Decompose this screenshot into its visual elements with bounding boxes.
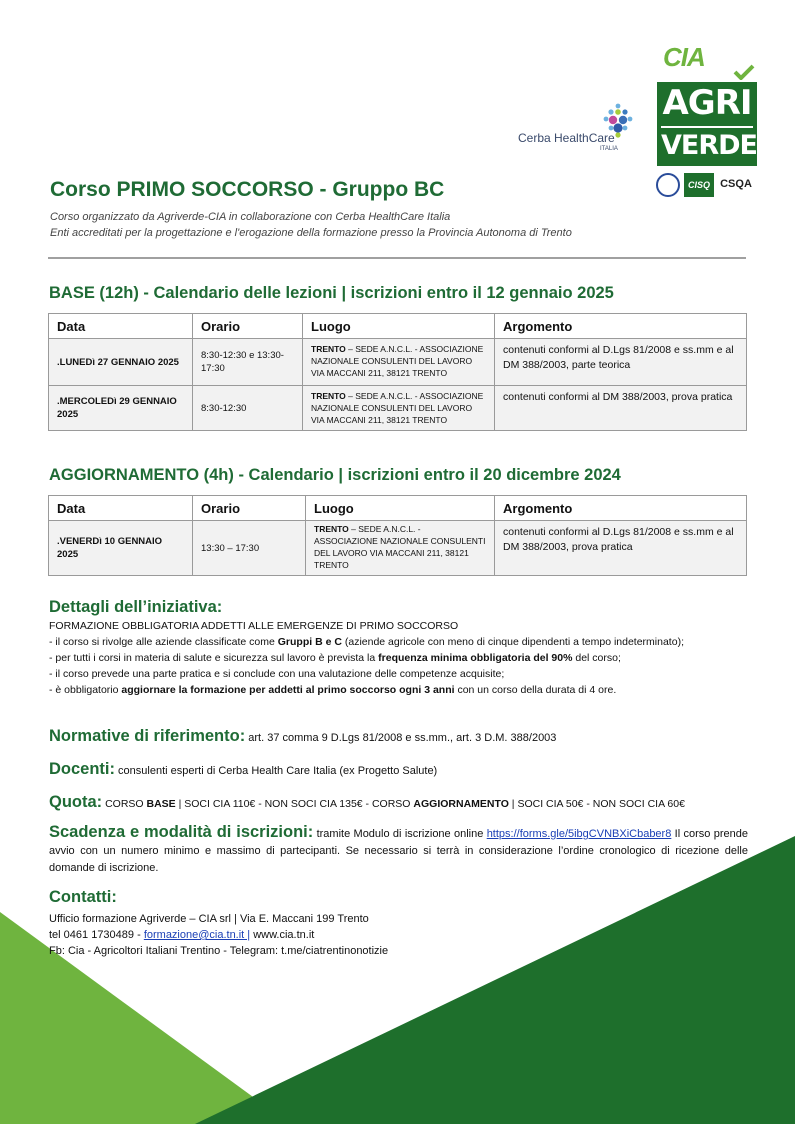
norms-text: art. 37 comma 9 D.Lgs 81/2008 e ss.mm., art. 3 D.M. 388/2003 [245, 732, 557, 744]
subtitle-line-1: Corso organizzato da Agriverde-CIA in collaborazione con Cerba HealthCare Italia [50, 211, 451, 223]
cell-date: .MERCOLEDì 29 GENNAIO 2025 [49, 386, 193, 431]
teachers-heading: Docenti: [49, 760, 115, 778]
cell-time: 8:30-12:30 [193, 386, 303, 431]
details-line-2 [49, 634, 739, 650]
place-city: TRENTO [314, 524, 349, 534]
details-line-3 [49, 650, 739, 666]
norms-section [49, 728, 749, 746]
norms-heading: Normative di riferimento: [49, 727, 246, 745]
details-bold: aggiornare la formazione per addetti al primo soccorso ogni 3 anni [121, 684, 455, 696]
base-heading: BASE (12h) - Calendario delle lezioni | iscrizioni entro il 12 gennaio 2025 [49, 284, 614, 302]
contacts-body [49, 911, 649, 959]
contacts-website: www.cia.tn.it [250, 929, 315, 941]
base-table [48, 313, 747, 431]
page-title: Corso PRIMO SOCCORSO - Gruppo BC [50, 178, 445, 201]
place-address: – SEDE A.N.C.L. - ASSOCIAZIONE NAZIONALE CONSULENTI DEL LAVORO VIA MACCANI 211, 38121 TRENTO [314, 524, 486, 570]
col-header-topic: Argomento [495, 496, 747, 521]
cert-cisq-badge [684, 173, 714, 197]
details-text: del corso; [572, 652, 621, 664]
quota-text [102, 798, 685, 810]
cert-csqa-badge [717, 173, 755, 197]
details-text: (aziende agricole con meno di cinque dipendenti a tempo indeterminato); [341, 636, 684, 648]
details-text: - per tutti i corsi in materia di salute e sicurezza sul lavoro è prevista la [49, 652, 379, 664]
quota-part: CORSO [102, 798, 147, 810]
certification-badges [656, 173, 756, 197]
cell-place [306, 521, 495, 576]
teachers-section [49, 761, 749, 779]
col-header-topic: Argomento [495, 314, 747, 339]
cert-round-badge [656, 173, 680, 197]
cia-agriverde-logo [655, 40, 760, 168]
table-row [49, 386, 747, 431]
contacts-heading: Contatti: [49, 888, 117, 906]
table-header-row [49, 496, 747, 521]
details-text: con un corso della durata di 4 ore. [454, 684, 617, 696]
place-city: TRENTO [311, 391, 346, 401]
cell-place [303, 339, 495, 386]
table-row [49, 521, 747, 576]
details-text: - è obbligatorio [49, 684, 122, 696]
details-line-5 [49, 682, 739, 698]
contacts-line-2 [49, 927, 649, 943]
place-address: – SEDE A.N.C.L. - ASSOCIAZIONE NAZIONALE CONSULENTI DEL LAVORO VIA MACCANI 211, 38121 TRENTO [311, 344, 484, 378]
col-header-place: Luogo [303, 314, 495, 339]
cerba-name: Cerba HealthCare [518, 131, 615, 145]
registration-link[interactable]: https://forms.gle/5ibgCVNBXiCbaber8 [486, 828, 672, 840]
cell-date: .LUNEDì 27 GENNAIO 2025 [49, 339, 193, 386]
table-row [49, 339, 747, 386]
details-bold: Gruppi B e C [277, 636, 342, 648]
details-line-4: - il corso prevede una parte pratica e si conclude con una valutazione delle competenze acquisite; [49, 668, 505, 680]
place-address: – SEDE A.N.C.L. - ASSOCIAZIONE NAZIONALE CONSULENTI DEL LAVORO VIA MACCANI 211, 38121 TRENTO [311, 391, 484, 425]
quota-heading: Quota: [49, 793, 103, 811]
update-table [48, 495, 747, 576]
col-header-place: Luogo [306, 496, 495, 521]
cell-date: .VENERDì 10 GENNAIO 2025 [49, 521, 193, 576]
cell-topic: contenuti conformi al D.Lgs 81/2008 e ss.mm e al DM 388/2003, parte teorica [495, 339, 747, 386]
cell-time: 13:30 – 17:30 [193, 521, 306, 576]
deadline-text-2: Il corso prende avvio con un numero minimo e massimo di partecipanti. Se necessario si terrà in considerazione l’ordine cronologico di ricezione delle domande di iscrizione. [49, 828, 748, 874]
subtitle-line-2: Enti accreditati per la progettazione e l'erogazione della formazione presso la Provincia Autonoma di Trento [50, 227, 572, 239]
quota-part: | SOCI CIA 110€ - NON SOCI CIA 135€ - CORSO [175, 798, 414, 810]
teachers-text: consulenti esperti di Cerba Health Care Italia (ex Progetto Salute) [115, 765, 438, 777]
quota-section [49, 794, 759, 812]
verde-box [661, 126, 757, 164]
verde-word: VERDE [661, 130, 757, 161]
details-text: - il corso si rivolge alle aziende classificate come [49, 636, 278, 648]
quota-part: | SOCI CIA 50€ - NON SOCI CIA 60€ [508, 798, 685, 810]
details-bold: frequenza minima obbligatoria del 90% [378, 652, 573, 664]
quota-update: AGGIORNAMENTO [413, 798, 509, 810]
place-city: TRENTO [311, 344, 346, 354]
cell-place [303, 386, 495, 431]
cell-time: 8:30-12:30 e 13:30-17:30 [193, 339, 303, 386]
cert-csqa-label: CSQA [720, 178, 752, 190]
cell-topic: contenuti conformi al D.Lgs 81/2008 e ss.mm e al DM 388/2003, prova pratica [495, 521, 747, 576]
details-heading: Dettagli dell’iniziativa: [49, 598, 223, 616]
details-body [49, 618, 739, 698]
col-header-date: Data [49, 314, 193, 339]
cia-word: CIA [663, 42, 705, 72]
agri-word: AGRI [662, 83, 752, 123]
col-header-time: Orario [193, 496, 306, 521]
email-link[interactable]: formazione@cia.tn.it | [143, 929, 251, 941]
quota-base: BASE [146, 798, 176, 810]
col-header-time: Orario [193, 314, 303, 339]
cert-cisq-label: CISQ [687, 180, 710, 190]
deadline-heading: Scadenza e modalità di iscrizioni: [49, 823, 314, 841]
contacts-line-1: Ufficio formazione Agriverde – CIA srl | Via E. Maccani 199 Trento [49, 913, 369, 925]
details-line-1: FORMAZIONE OBBLIGATORIA ADDETTI ALLE EMERGENZE DI PRIMO SOCCORSO [49, 620, 459, 632]
deadline-text-1: tramite Modulo di iscrizione online [313, 828, 487, 840]
divider [48, 257, 746, 259]
cerba-country: ITALIA [600, 146, 618, 152]
contacts-line-3: Fb: Cia - Agricoltori Italiani Trentino - Telegram: t.me/ciatrentinonotizie [49, 945, 389, 957]
agriverde-box [657, 82, 757, 166]
col-header-date: Data [49, 496, 193, 521]
leaf-check-icon [733, 64, 755, 80]
dark-green-triangle [195, 836, 795, 1124]
table-header-row [49, 314, 747, 339]
contacts-phone: tel 0461 1730489 - [49, 929, 144, 941]
update-heading: AGGIORNAMENTO (4h) - Calendario | iscrizioni entro il 20 dicembre 2024 [49, 466, 621, 484]
deadline-section [49, 824, 748, 877]
cell-topic: contenuti conformi al DM 388/2003, prova pratica [495, 386, 747, 431]
